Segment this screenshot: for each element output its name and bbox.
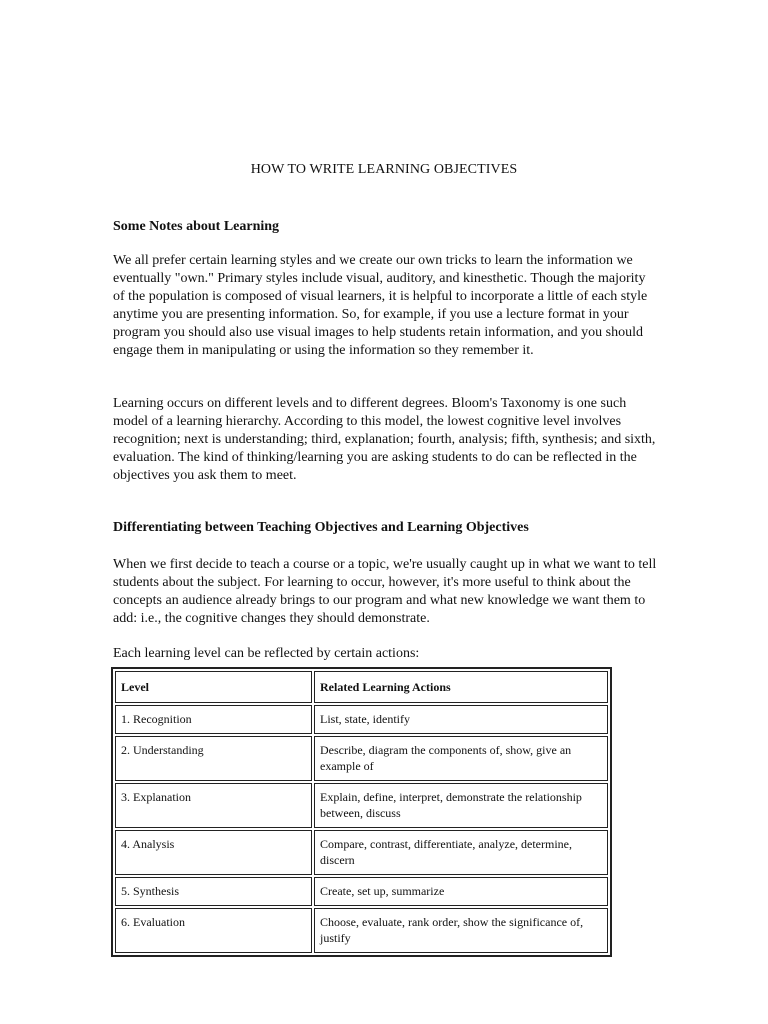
paragraph-text: Learning occurs on different levels and to different degrees. Bloom's Taxonomy is one such model of a learning hierarchy. According to this model, the lowest cognitive level involves recognition; next is understanding; third, explanation; fourth, analysis; fifth, synthesis; and sixth, evaluation. The kind of thinking/learning you are asking students to do can be reflected in the objectives you ask them to meet. — [113, 396, 656, 483]
table-cell-level: 6. Evaluation — [115, 908, 312, 953]
table-cell-actions: Create, set up, summarize — [314, 877, 608, 906]
table-cell-level: 2. Understanding — [115, 736, 312, 781]
table-row — [115, 736, 608, 781]
table-header-actions: Related Learning Actions — [314, 671, 608, 703]
table-row — [115, 877, 608, 906]
learning-levels-table-wrapper — [111, 667, 612, 957]
paragraph-teaching-objectives — [113, 556, 658, 628]
paragraph-text: Each learning level can be reflected by certain actions: — [113, 646, 420, 661]
table-row — [115, 908, 608, 953]
table-cell-actions: Compare, contrast, differentiate, analyze, determine, discern — [314, 830, 608, 875]
table-row — [115, 830, 608, 875]
paragraph-blooms-taxonomy — [113, 395, 658, 485]
table-row — [115, 705, 608, 734]
document-title: HOW TO WRITE LEARNING OBJECTIVES — [250, 162, 518, 177]
table-cell-actions: Choose, evaluate, rank order, show the significance of, justify — [314, 908, 608, 953]
paragraph-text: We all prefer certain learning styles and we create our own tricks to learn the information we eventually "own." Primary styles include visual, auditory, and kinesthetic. Though the majority of the population is composed of visual learners, it is helpful to incorporate a little of each style anytime you are presenting information. So, for example, if you use a lecture format in your program you should also use visual images to help students retain information, and you should engage them in manipulating or using the information so they remember it. — [113, 253, 648, 358]
table-cell-level: 4. Analysis — [115, 830, 312, 875]
table-cell-actions: List, state, identify — [314, 705, 608, 734]
paragraph-table-intro — [113, 645, 658, 663]
table-cell-level: 1. Recognition — [115, 705, 312, 734]
table-row — [115, 783, 608, 828]
section-heading-differentiating: Differentiating between Teaching Objectives and Learning Objectives — [113, 520, 529, 535]
learning-levels-table — [111, 667, 612, 957]
section-heading-notes: Some Notes about Learning — [113, 219, 280, 234]
table-header-level: Level — [115, 671, 312, 703]
table-cell-actions: Explain, define, interpret, demonstrate the relationship between, discuss — [314, 783, 608, 828]
table-cell-level: 3. Explanation — [115, 783, 312, 828]
paragraph-learning-styles — [113, 252, 658, 360]
table-cell-actions: Describe, diagram the components of, show, give an example of — [314, 736, 608, 781]
table-cell-level: 5. Synthesis — [115, 877, 312, 906]
paragraph-text: When we first decide to teach a course or a topic, we're usually caught up in what we want to tell students about the subject. For learning to occur, however, it's more useful to think about the concepts an audience already brings to our program and what new knowledge we want them to add: i.e., the cognitive changes they should demonstrate. — [113, 557, 657, 626]
table-header-row — [115, 671, 608, 703]
